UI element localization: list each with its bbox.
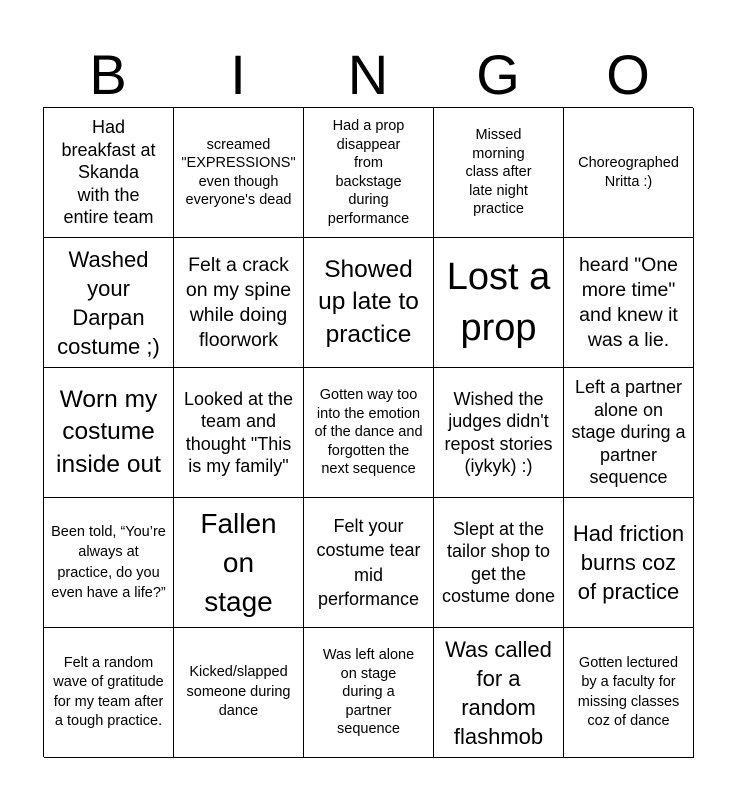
- header-letter-o: O: [606, 43, 650, 106]
- bingo-cell-3-3[interactable]: [304, 368, 434, 498]
- bingo-cell-3-4[interactable]: [434, 368, 564, 498]
- cell-text: Choreographed Nritta :): [578, 155, 679, 190]
- bingo-cell-2-2[interactable]: [174, 238, 304, 368]
- bingo-cell-3-2[interactable]: [174, 368, 304, 498]
- bingo-cell-5-4[interactable]: [434, 628, 564, 758]
- cell-text: Showed up late to practice: [318, 255, 419, 348]
- bingo-cell-2-3[interactable]: [304, 238, 434, 368]
- cell-text: Fallen on stage: [200, 508, 277, 617]
- bingo-cell-5-2[interactable]: [174, 628, 304, 758]
- cell-text: Had breakfast at Skanda with the entire team: [61, 117, 156, 228]
- cell-text: Had a prop disappear from backstage during performance: [327, 118, 410, 227]
- bingo-header: [43, 44, 693, 106]
- bingo-cell-5-3[interactable]: [304, 628, 434, 758]
- bingo-grid: [43, 107, 693, 757]
- cell-text: Kicked/slapped someone during dance: [186, 664, 291, 720]
- bingo-cell-2-1[interactable]: [44, 238, 174, 368]
- cell-text: Looked at the team and thought "This is my family": [183, 388, 294, 476]
- bingo-cell-3-1[interactable]: [44, 368, 174, 498]
- header-letter-i: I: [230, 43, 246, 106]
- bingo-cell-4-4[interactable]: [434, 498, 564, 628]
- cell-text: Washed your Darpan costume ;): [57, 246, 160, 359]
- cell-text: Lost a prop: [446, 255, 551, 349]
- cell-text: Gotten lectured by a faculty for missing classes coz of dance: [577, 654, 680, 729]
- cell-text: Felt a random wave of gratitude for my team after a tough practice.: [53, 654, 164, 729]
- cell-text: Was left alone on stage during a partner sequence: [322, 647, 415, 738]
- bingo-cell-1-2[interactable]: [174, 108, 304, 238]
- bingo-cell-2-4[interactable]: [434, 238, 564, 368]
- cell-text: Left a partner alone on stage during a partner sequence: [571, 377, 686, 488]
- cell-text: Slept at the tailor shop to get the costume done: [441, 518, 556, 606]
- cell-text: Wished the judges didn't repost stories (iykyk) :): [444, 388, 553, 476]
- cell-text: Felt a crack on my spine while doing floorwork: [185, 253, 292, 351]
- cell-text: Felt your costume tear mid performance: [316, 515, 421, 609]
- bingo-cell-1-5[interactable]: [564, 108, 694, 238]
- bingo-cell-1-3[interactable]: [304, 108, 434, 238]
- bingo-cell-2-5[interactable]: [564, 238, 694, 368]
- cell-text: Had friction burns coz of practice: [572, 521, 685, 604]
- bingo-cell-5-1[interactable]: [44, 628, 174, 758]
- bingo-cell-3-5[interactable]: [564, 368, 694, 498]
- header-letter-b: B: [89, 43, 127, 106]
- header-letter-g: G: [476, 43, 520, 106]
- bingo-cell-4-3[interactable]: [304, 498, 434, 628]
- bingo-cell-4-1[interactable]: [44, 498, 174, 628]
- cell-text: screamed "EXPRESSIONS" even though everyone's dead: [181, 136, 296, 208]
- bingo-cell-5-5[interactable]: [564, 628, 694, 758]
- header-letter-n: N: [347, 43, 389, 106]
- cell-text: Worn my costume inside out: [56, 385, 161, 478]
- cell-text: Was called for a random flashmob: [445, 636, 552, 749]
- cell-text: Missed morning class after late night practice: [465, 127, 532, 218]
- cell-text: Gotten way too into the emotion of the dance and forgotten the next sequence: [314, 387, 423, 478]
- bingo-cell-4-2[interactable]: [174, 498, 304, 628]
- cell-text: Been told, “You’re always at practice, do you even have a life?”: [51, 523, 166, 601]
- cell-text: heard "One more time" and knew it was a lie.: [578, 253, 679, 351]
- bingo-cell-4-5[interactable]: [564, 498, 694, 628]
- bingo-cell-1-1[interactable]: [44, 108, 174, 238]
- bingo-cell-1-4[interactable]: [434, 108, 564, 238]
